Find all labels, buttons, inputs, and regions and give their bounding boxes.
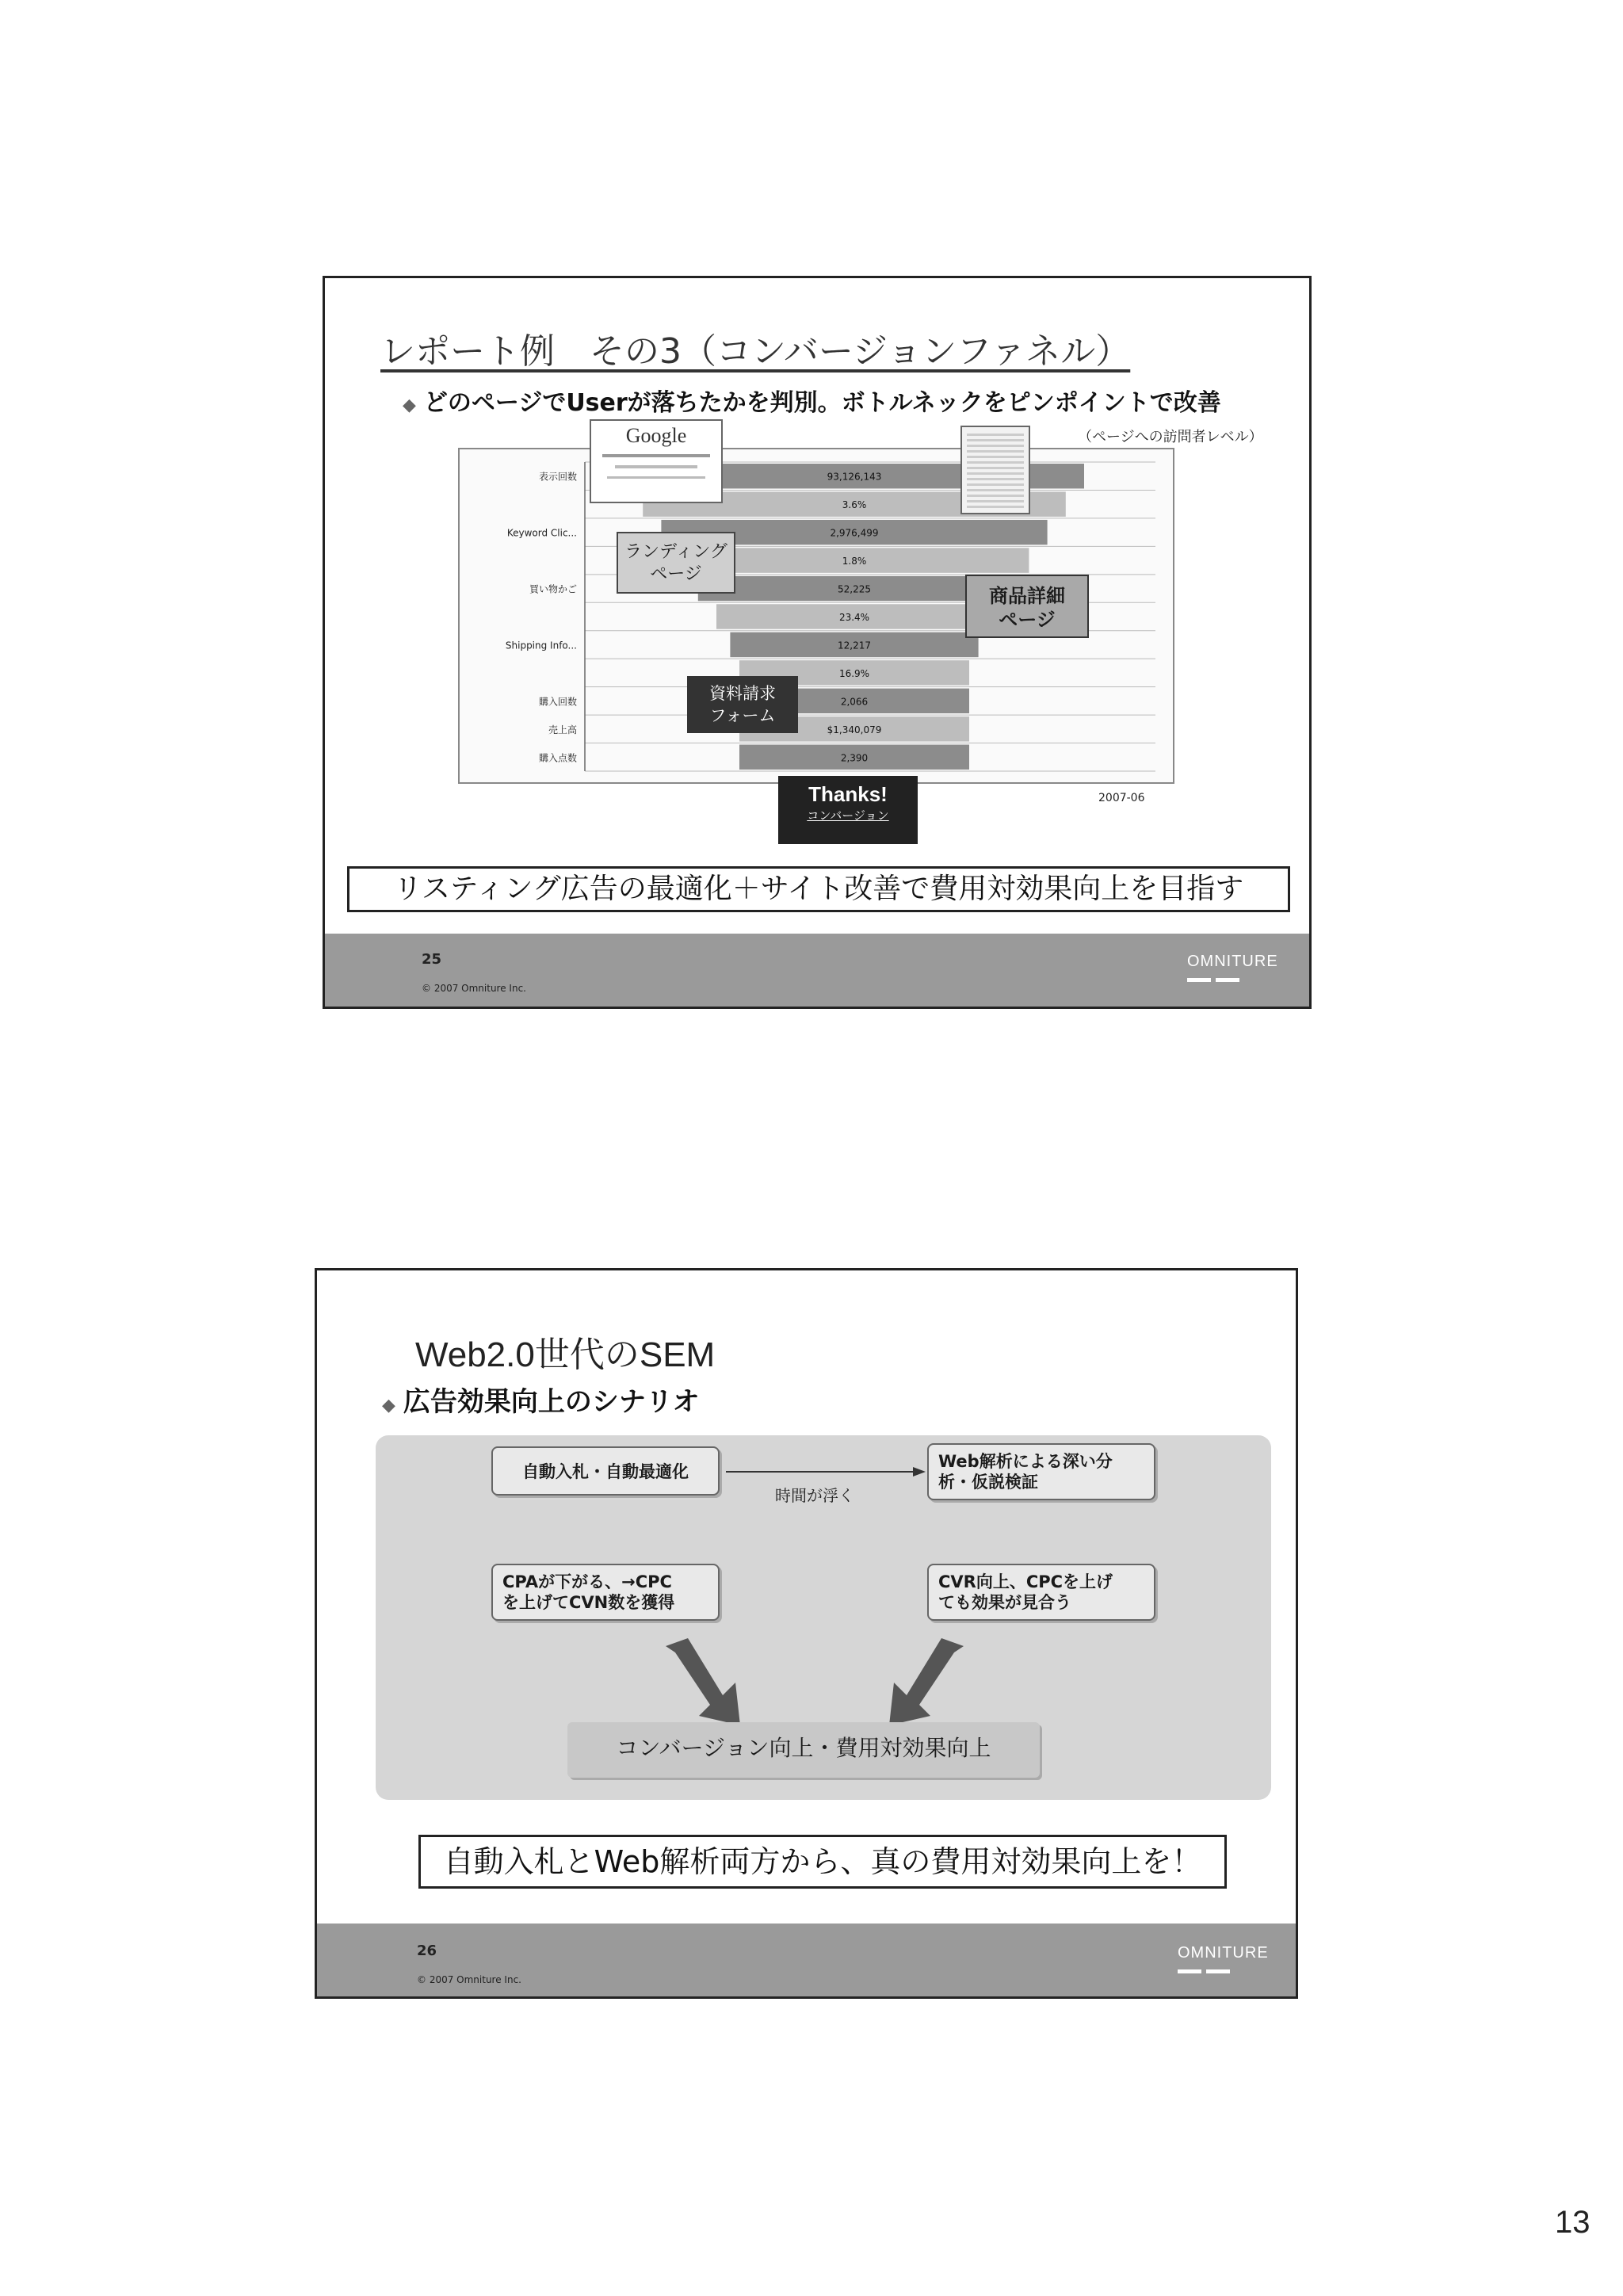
slide-bullet: [382, 1380, 700, 1419]
bullet-text: どのページでUserが落ちたかを判別。ボトルネックをピンポイントで改善: [423, 389, 1221, 417]
slide-banner: リスティング広告の最適化＋サイト改善で費用対効果向上を目指す: [347, 866, 1290, 912]
web-analytics-box: Web解析による深い分 析・仮説検証: [927, 1443, 1155, 1500]
thumbnail-lines-icon: [602, 454, 710, 457]
copyright: © 2007 Omniture Inc.: [417, 1974, 521, 1985]
funnel-value-label: 12,217: [838, 640, 871, 651]
conversion-improvement-box: コンバージョン向上・費用対効果向上: [567, 1722, 1040, 1778]
funnel-value-label: 23.4%: [838, 612, 870, 623]
thanks-conversion-callout: [778, 776, 918, 844]
bullet-text: 広告効果向上のシナリオ: [403, 1386, 700, 1418]
slide-number: 25: [422, 951, 442, 968]
landing-page-callout: ランディング ページ: [617, 532, 735, 594]
funnel-value-label: 93,126,143: [827, 471, 882, 483]
funnel-category-label: 購入回数: [538, 696, 577, 708]
funnel-category-label: 売上高: [548, 724, 577, 735]
cpa-box: CPAが下がる、→CPC を上げてCVN数を獲得: [491, 1564, 720, 1621]
funnel-value-label: 2,976,499: [830, 527, 879, 539]
logo-bar-icon: [1178, 1969, 1201, 1973]
funnel-value-label: 52,225: [838, 583, 871, 595]
thumbnail-lines-icon-3: [607, 476, 705, 479]
funnel-category-label: Keyword Clic...: [506, 527, 577, 539]
request-form-callout: 資料請求 フォーム: [687, 676, 798, 733]
diamond-bullet-icon: ◆: [382, 1396, 395, 1415]
funnel-category-label: 表示回数: [538, 471, 577, 483]
product-page-thumbnail: [960, 426, 1030, 514]
thumbnail-grid-icon: [967, 432, 1024, 508]
omniture-logo: OMNITURE: [1187, 953, 1278, 970]
slide-25: [323, 276, 1312, 1009]
funnel-value-label: 3.6%: [842, 499, 867, 511]
logo-bar-icon-2: [1216, 978, 1239, 982]
product-detail-callout: 商品詳細 ページ: [965, 575, 1089, 638]
slide-banner: 自動入札とWeb解析両方から、真の費用対効果向上を！: [418, 1835, 1227, 1889]
time-arrow-label: 時間が浮く: [775, 1486, 854, 1505]
funnel-value-label: $1,340,079: [827, 724, 882, 735]
time-arrow-icon: [726, 1462, 927, 1481]
funnel-category-label: 買い物かご: [529, 583, 577, 595]
slide-title: Web2.0世代のSEM: [415, 1335, 716, 1374]
copyright: © 2007 Omniture Inc.: [422, 983, 526, 994]
page-number: 13: [1555, 2205, 1591, 2240]
omniture-logo: OMNITURE: [1178, 1944, 1269, 1962]
conversion-label: コンバージョン: [807, 808, 889, 823]
funnel-category-label: 購入点数: [538, 752, 577, 764]
arrow-down-right-icon: [659, 1635, 747, 1730]
auto-bidding-box: 自動入札・自動最適化: [491, 1446, 720, 1496]
funnel-category-label: Shipping Info...: [505, 640, 577, 651]
google-screenshot-thumbnail: [590, 419, 723, 503]
visitor-level-note: （ページへの訪問者レベル）: [1078, 429, 1263, 445]
diamond-bullet-icon: ◆: [403, 395, 416, 415]
arrow-down-left-icon: [883, 1635, 970, 1730]
slide-26: [315, 1268, 1298, 1999]
thanks-label: Thanks!: [808, 782, 888, 806]
slide-footer: [325, 934, 1309, 1007]
slide-number: 26: [417, 1943, 437, 1959]
cvr-box: CVR向上、CPCを上げ ても効果が見合う: [927, 1564, 1155, 1621]
logo-bar-icon: [1187, 978, 1211, 982]
google-logo: Google: [625, 424, 687, 447]
funnel-value-label: 2,066: [840, 696, 869, 708]
funnel-value-label: 1.8%: [842, 556, 867, 567]
slide-bullet: [403, 383, 1221, 418]
funnel-value-label: 16.9%: [838, 667, 870, 679]
slide-footer: [317, 1924, 1296, 1996]
slide-title: レポート例 その3（コンバージョンファネル）: [380, 331, 1131, 372]
funnel-value-label: 2,390: [840, 752, 869, 764]
period-label: 2007-06: [1098, 792, 1145, 804]
thumbnail-lines-icon-2: [615, 465, 697, 468]
logo-bar-icon-2: [1206, 1969, 1230, 1973]
